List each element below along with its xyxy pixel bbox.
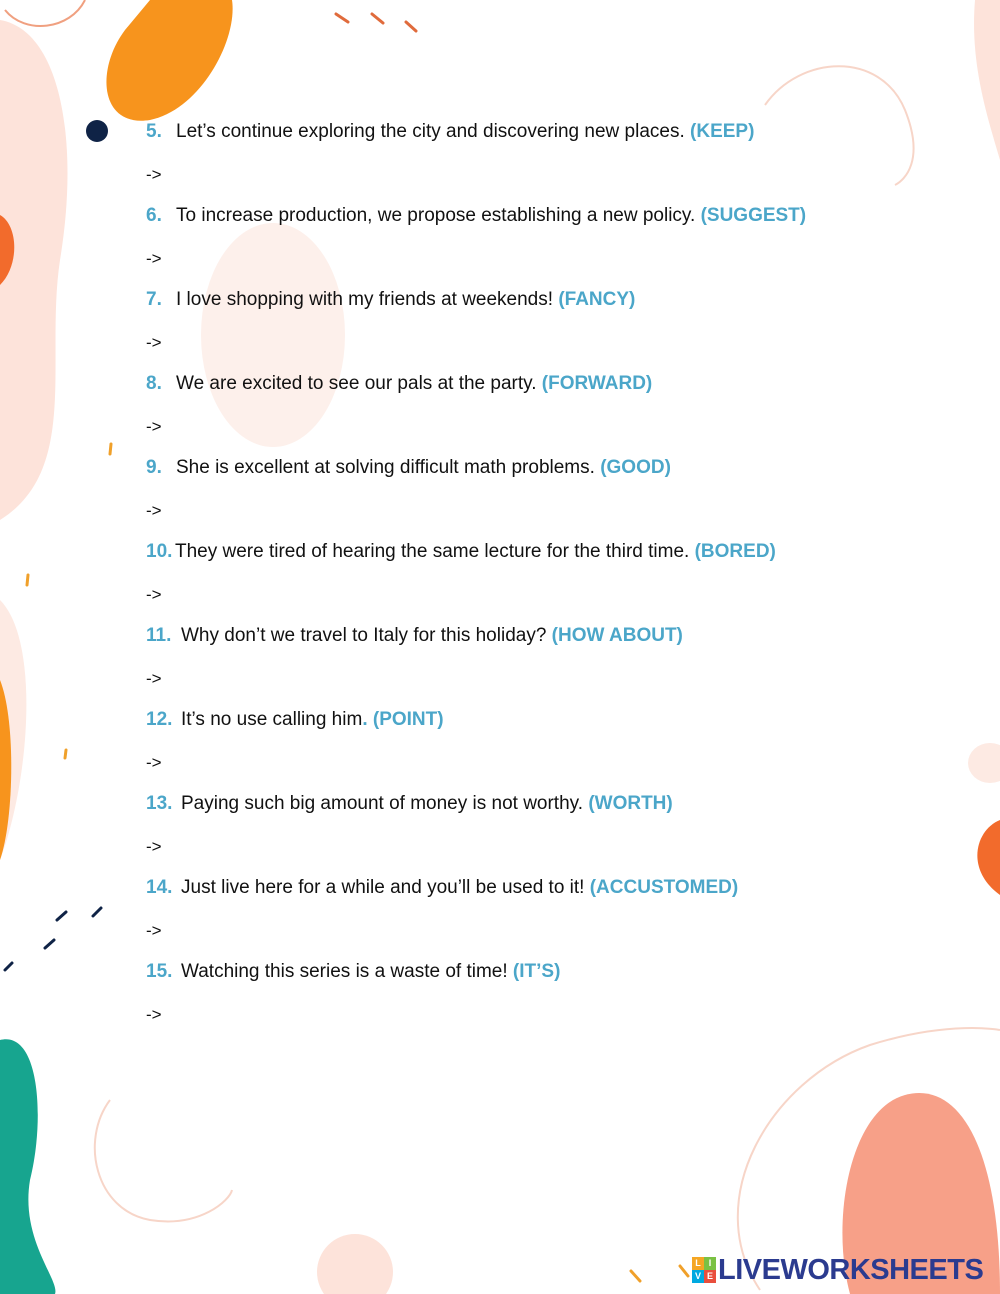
answer-arrow: -> (146, 333, 162, 352)
answer-input-12[interactable] (176, 750, 940, 778)
question-number: 14. (146, 877, 173, 898)
keyword: . (POINT) (362, 709, 444, 730)
question-9 (146, 456, 671, 480)
answer-input-5[interactable] (176, 162, 940, 190)
keyword: (ACCUSTOMED) (589, 877, 739, 898)
question-11 (146, 624, 683, 648)
keyword: (WORTH) (588, 793, 673, 814)
question-number: 9. (146, 457, 162, 478)
liveworksheets-logo (692, 1252, 983, 1288)
question-14 (146, 876, 738, 900)
question-text: Let’s continue exploring the city and discovering new places. (176, 121, 685, 142)
question-text: It’s no use calling him (181, 709, 363, 730)
question-12 (146, 708, 444, 732)
answer-arrow: -> (146, 669, 162, 688)
peach-blob-right (974, 0, 1000, 160)
question-number: 13. (146, 793, 173, 814)
keyword: (GOOD) (600, 457, 671, 478)
answer-arrow: -> (146, 837, 162, 856)
answer-arrow: -> (146, 417, 162, 436)
logo-text: LIVEWORKSHEETS (718, 1253, 984, 1286)
question-text: Why don’t we travel to Italy for this holiday? (181, 625, 547, 646)
navy-dot (86, 120, 108, 142)
keyword: (IT’S) (512, 961, 561, 982)
question-text: They were tired of hearing the same lecture for the third time. (175, 541, 690, 562)
question-number: 12. (146, 709, 173, 730)
question-text: I love shopping with my friends at weekends! (176, 289, 554, 310)
logo-mark-letter: V (692, 1270, 704, 1283)
keyword: (FORWARD) (541, 373, 653, 394)
question-10 (146, 540, 776, 564)
question-number: 10. (146, 541, 173, 562)
question-text: Paying such big amount of money is not worthy. (181, 793, 584, 814)
peach-dot-right (968, 743, 1000, 783)
answer-input-9[interactable] (176, 498, 940, 526)
orange-edge-right (977, 820, 1000, 895)
answer-input-8[interactable] (176, 414, 940, 442)
keyword: (HOW ABOUT) (551, 625, 683, 646)
question-7 (146, 288, 635, 312)
question-13 (146, 792, 673, 816)
answer-input-11[interactable] (176, 666, 940, 694)
top-left-arc (5, 0, 85, 26)
question-6 (146, 204, 806, 228)
question-text: Just live here for a while and you’ll be used to it! (181, 877, 585, 898)
question-text: Watching this series is a waste of time! (181, 961, 508, 982)
logo-mark-letter: L (692, 1257, 704, 1270)
answer-arrow: -> (146, 165, 162, 184)
answer-arrow: -> (146, 501, 162, 520)
logo-mark-icon (692, 1257, 716, 1283)
answer-arrow: -> (146, 585, 162, 604)
answer-arrow: -> (146, 921, 162, 940)
answer-input-13[interactable] (176, 834, 940, 862)
bottom-left-arc (95, 1100, 232, 1221)
logo-mark-letter: E (704, 1270, 716, 1283)
question-number: 15. (146, 961, 173, 982)
answer-input-10[interactable] (176, 582, 940, 610)
question-number: 6. (146, 205, 162, 226)
teal-blob-bottom-left (0, 1039, 55, 1294)
orange-blob-top (106, 0, 232, 121)
answer-arrow: -> (146, 249, 162, 268)
answer-input-7[interactable] (176, 330, 940, 358)
question-number: 5. (146, 121, 162, 142)
question-number: 8. (146, 373, 162, 394)
question-number: 7. (146, 289, 162, 310)
keyword: (FANCY) (558, 289, 636, 310)
keyword: (KEEP) (690, 121, 755, 142)
question-5 (146, 120, 754, 144)
peach-blob-left (0, 20, 68, 520)
logo-mark-letter: I (704, 1257, 716, 1270)
answer-arrow: -> (146, 753, 162, 772)
peach-dot-bottom (317, 1234, 393, 1294)
answer-input-14[interactable] (176, 918, 940, 946)
question-8 (146, 372, 652, 396)
keyword: (BORED) (694, 541, 776, 562)
answer-input-6[interactable] (176, 246, 940, 274)
keyword: (SUGGEST) (700, 205, 807, 226)
question-text: She is excellent at solving difficult math problems. (176, 457, 595, 478)
answer-input-15[interactable] (176, 1002, 940, 1030)
question-number: 11. (146, 625, 172, 646)
question-text: We are excited to see our pals at the party. (176, 373, 537, 394)
question-15 (146, 960, 560, 984)
question-text: To increase production, we propose establishing a new policy. (176, 205, 696, 226)
answer-arrow: -> (146, 1005, 162, 1024)
